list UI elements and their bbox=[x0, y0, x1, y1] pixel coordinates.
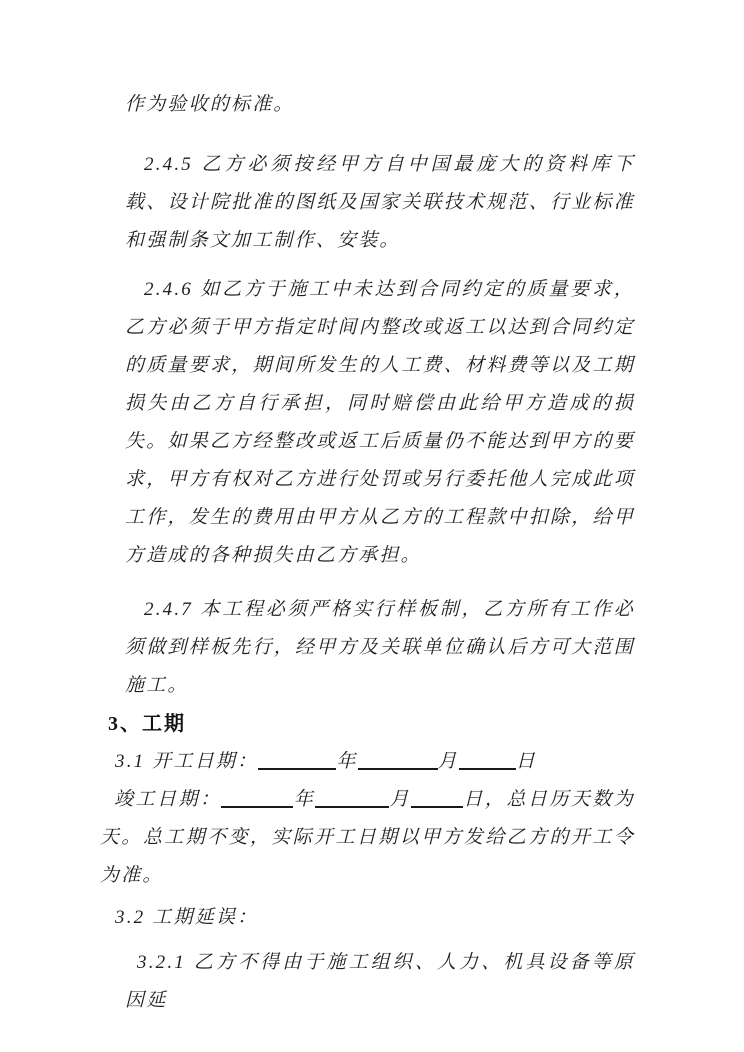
day-label: 日 bbox=[515, 751, 537, 772]
page-content bbox=[100, 0, 635, 1020]
month-label: 月 bbox=[437, 751, 459, 772]
paragraph-2-4-7: 2.4.7 本工程必须严格实行样板制，乙方所有工作必须做到样板先行，经甲方及关联单位确认后方可大范围施工。 bbox=[125, 599, 635, 696]
finish-month-blank-field bbox=[315, 788, 389, 808]
paragraph-2-4-6: 2.4.6 如乙方于施工中未达到合同约定的质量要求，乙方必须于甲方指定时间内整改或返工以达到合同约定的质量要求，期间所发生的人工费、材料费等以及工期损失由乙方自行承担，同时赔偿由此给甲方造成的损失。如果乙方经整改或返工后质量仍不能达到甲方的要求，甲方有权对乙方进行处罚或另行委托他人完成此项工作，发生的费用由甲方从乙方的工程款中扣除，给甲方造成的各种损失由乙方承担。 bbox=[125, 279, 635, 566]
start-month-blank-field bbox=[358, 750, 438, 770]
finish-day-blank-field bbox=[411, 788, 463, 808]
finish-year-blank-field bbox=[221, 788, 293, 808]
year-label: 年 bbox=[336, 751, 358, 772]
section-heading-3-gongqi: 3、工期 bbox=[108, 713, 186, 735]
start-year-blank-field bbox=[258, 750, 336, 770]
finish-date-tail: 天。总工期不变，实际开工日期以甲方发给乙方的开工令为准。 bbox=[100, 827, 635, 886]
paragraph-3-2-1: 3.2.1 乙方不得由于施工组织、人力、机具设备等原因延 bbox=[125, 952, 635, 1011]
year-label: 年 bbox=[293, 789, 316, 810]
start-date-line bbox=[115, 743, 635, 781]
finish-date-paragraph bbox=[100, 781, 635, 895]
paragraph-prev-tail: 作为验收的标准。 bbox=[125, 94, 295, 115]
start-date-label: 3.1 开工日期： bbox=[115, 751, 259, 772]
finish-date-after-day: 日，总日历天数为 bbox=[463, 789, 636, 810]
finish-date-label: 竣工日期： bbox=[114, 789, 222, 810]
paragraph-3-2: 3.2 工期延误： bbox=[115, 907, 259, 928]
start-day-blank-field bbox=[459, 750, 516, 770]
paragraph-2-4-5: 2.4.5 乙方必须按经甲方自中国最庞大的资料库下载、设计院批准的图纸及国家关联技术规范、行业标准和强制条文加工制作、安装。 bbox=[125, 154, 635, 251]
month-label: 月 bbox=[389, 789, 412, 810]
